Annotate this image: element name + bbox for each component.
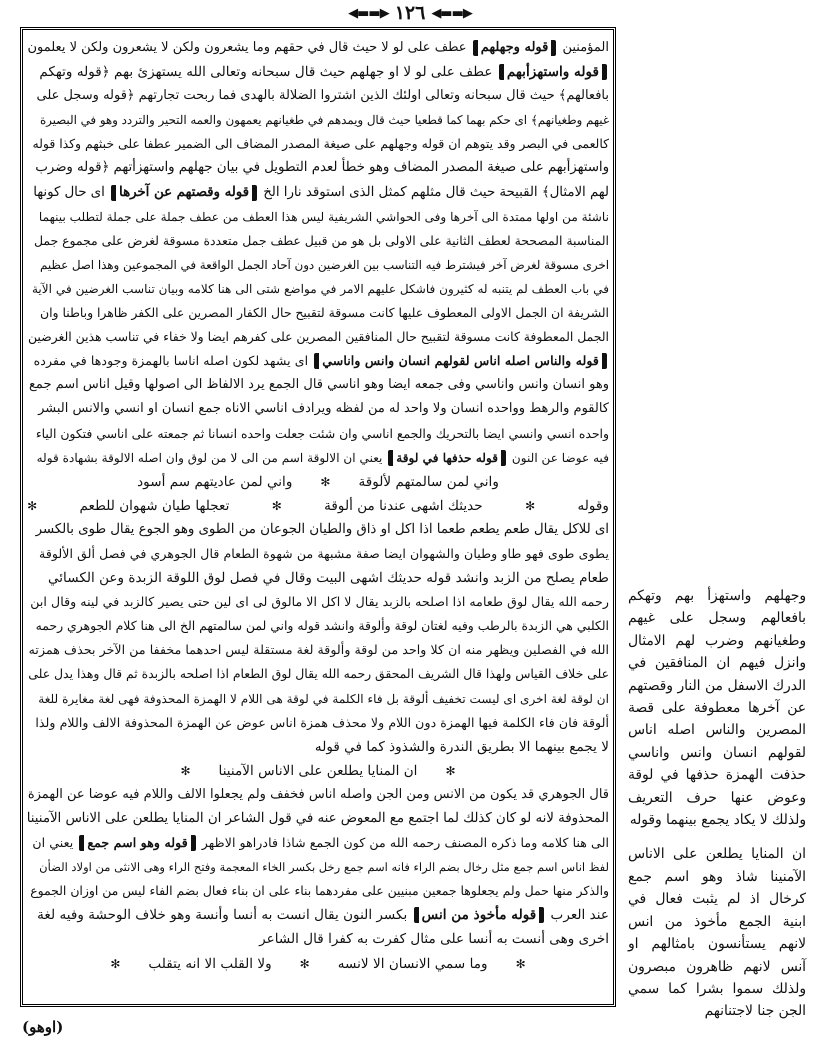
text-line: فيه عوضا عن النون قوله حذفها في لوقة يعني ان الالوقة اسم من الى لا من لوق وان اصله الالوقة بشهادة قوله (36, 450, 609, 465)
header-ornament-left: ◀▬▬▶ (348, 5, 389, 21)
verse-separator-icon: ✻ (110, 956, 121, 971)
verse-separator-icon: ✻ (27, 498, 38, 513)
verse-2-right: حديثك اشهى عندنا من ألوقة (324, 497, 483, 514)
lemma-marker: قوله وقصتهم عن آخرها (111, 185, 257, 201)
text-line: اخرى مسوقة لغرض آخر فيشترط فيه التناسب بين الغرضين دون آحاد الجمل الواقعة في المجموعين وهذا اصل عظيم (39, 257, 609, 272)
text-line: كالعمى في البصر وقد يتوهم ان قوله وجهلهم على صيغة المصدر المضاف الى الضمير عطفا على خبثهم وكذا قوله (32, 136, 609, 152)
text-line: قوله والناس اصله اناس لقولهم انسان وانس واناسي اى يشهد لكون اصله اناسا بالهمزة وجودها في مفرده (27, 349, 609, 373)
lemma-marker: قوله حذفها في لوقة (388, 450, 506, 466)
text-line: في باب العطف لم يتنبه له كثيرون فاشكل عليهم الامر في مواضع شتى الى هنا كلامه وبيان تناسب الغرضين في الآية (31, 281, 609, 296)
lemma-marker: قوله واستهزأبهم (499, 64, 607, 80)
main-text-body (27, 36, 609, 1000)
text-line: الشريفة ان الجمل الاولى المعطوف عليها كانت مسوقة لتقبيح حال الكفار المصرين على الكفر ظاهرا وباطنا وان (40, 305, 609, 321)
text-line: اى للاكل يقال طعم يطعم طعما اذا اكل او ذاق والطيان الجوعان من الطوى وهو الجوع يقال طوى بالكسر (35, 521, 609, 537)
verse-separator-icon: ✻ (299, 956, 310, 971)
text-line: المناسبة المصححة لعطف الثانية على الاولى بل هو من قبيل عطف جمل متعددة مسوقة لغرض على مجموع جمل (33, 232, 609, 248)
text-line: بافعالهم﴾ حيث قال سبحانه وتعالى اولئك الذين اشتروا الضلالة بالهدى فما ربحت تجارتهم ﴿قوله وسجل على (36, 88, 609, 104)
verse-4-left: ولا القلب الا انه يتقلب (148, 955, 272, 972)
text-line: ألوقة فان فاء الكلمة فيها الهمزة دون اللام ولا محذف همزة اناس عوض عن الهمزة المحذوفة الالف واللام ولذا (35, 714, 609, 730)
text-line: الله في الفصلين ويظهر منه ان كلا واحد من لوقة وألوقة لغة مستقلة ليس احدهما مخففا من الآخر بحذف همزته (28, 642, 609, 658)
verse-2-prefix: وقوله (577, 497, 609, 514)
main-text-block-3 (27, 783, 609, 952)
main-text-frame (20, 27, 616, 1007)
margin-block-2: ان المنايا يطلعن على الاناس الآمنينا شاذ وهو اسم جمع كرخال اذ لم يثبت فعال في ابنية الجمع مأخوذ من انس لانهم يستأنسون بامثالهم او آنس لانهم ظاهرون مبصرون ولذلك سموا بشرا كما سمي الجن جنا لاجتنانهم (628, 846, 806, 1020)
lemma-marker: قوله وجهلهم (473, 40, 557, 56)
catchword: (اوهو) (22, 1018, 64, 1036)
text-line: اخرى وهى أنست به أنسا على مثال كفرت به كفرا قال الشاعر (259, 931, 609, 948)
verse-1 (27, 470, 609, 494)
text-line: على خلاف القياس ولهذا قال الشريف المحقق رحمه الله يقال لوق الطعام اذا اصلحه بالزبدة ثم قال وهذا يدل على (28, 666, 609, 682)
verse-separator-icon: ✻ (445, 763, 456, 778)
text-line: عند العرب قوله مأخوذ من انس بكسر النون يقال انست به أنسا وأنسة وهو خلاف الوحشة وفيه لغة (37, 907, 609, 924)
verse-1-right: واني لمن سالمتهم لألوقة (358, 473, 499, 490)
text-line: واستهزأبهم على صيغة المصدر المضاف وهو خطأ لعدم التطويل في بيان جهلهم واستهزأتهم ﴿قوله وضرب (35, 160, 609, 176)
text-line: يطوى طوى فهو طاو وطيان والشهوان ايضا صفة مشبهة من شهوة الطعام قال الجوهري في فصل ألق الألوقة (39, 545, 609, 561)
text-line: رحمه الله يقال لوق طعامه اذا اصلحه بالزبد يقال لا اكل الا مالوق لى اى لين حتى يصير كالزبد في لينه وقال ابن (30, 594, 609, 610)
text-line: طعام يصلح من الزبد وانشد قوله حديثك اشهى البيت وقال في فصل لوق اللوقة الزبدة وعن الكسائي (47, 570, 609, 587)
verse-4-right: وما سمي الانسان الا لانسه (337, 955, 488, 972)
text-line: واحده انسي وانسي ايضا بالتحريك والجمع اناسي وان شئت جعلت واحده انسانا ثم جمعته على اناسي فتكون الياء (35, 425, 609, 441)
verse-3 (27, 759, 609, 783)
text-line: ان لوقة لغة اخرى اى ليست تخفيف ألوقة بل فاء الكلمة في لوقة هى اللام لا الهمزة المحذوفة فهى لغة مغايرة للغة (38, 691, 609, 706)
text-line: كالقوم والرهط وواحده انسان ولا واحد له من لفظه ويرادف اناسي الاناه جمع انسان او انسي والانس البشر (38, 401, 609, 417)
text-line: المؤمنين قوله وجهلهم عطف على لو لا حيث قال في حقهم وما يشعرون ولكن لا يشعرون ولكن لا يعلمون (27, 40, 609, 55)
text-line: الجمل المعطوفة كانت مسوقة لتقبيح حال المنافقين المصرين على كفرهم ايضا ولا خفاء في تناسب هذين الغرضين (27, 329, 609, 345)
verse-separator-icon: ✻ (515, 956, 526, 971)
text-line: الكلبي هي الزبدة بالرطب وفيه لغتان لوقة وألوقة وانشد قوله واني لمن سالمتهم الخ الى هنا كلام الجوهري رحمه (35, 618, 609, 634)
main-text-block-1 (27, 36, 609, 470)
page-number: ١٢٦ (394, 2, 426, 24)
verse-separator-icon: ✻ (525, 498, 536, 513)
page-header (0, 2, 820, 24)
text-line: وهو انسان وانس واناسي وفى جمعه ايضا وهو اناسي قال الجمع يرد الالفاظ الى اصولها وقيل اناس اسم جمع (29, 377, 609, 393)
verse-2 (27, 494, 609, 518)
verse-separator-icon: ✻ (271, 498, 282, 513)
verse-1-left: واني لمن عاديتهم سم أسود (137, 473, 293, 490)
text-line: قوله واستهزأبهم عطف على لو لا او جهلهم حيث قال سبحانه وتعالى الله يستهزئ بهم ﴿قوله وتهكم (27, 60, 609, 84)
verse-4 (27, 952, 609, 976)
text-line: لهم الامثال﴾ القبيحة حيث قال مثلهم كمثل الذى استوقد نارا الخ قوله وقصتهم عن آخرها اى حال كونها (33, 184, 609, 200)
text-line: المحذوفة لانه لو كان كذلك لما اجتمع مع المعوض عنه في قول الشاعر ان المنايا يطلعن على الاناس الآمنينا (27, 811, 609, 826)
text-line: الى هنا كلامه وما ذكره المصنف رحمه الله من كون الجمع شاذا فادراهو الاظهر قوله وهو اسم جمع يعني ان (32, 835, 609, 851)
margin-block-1: وجهلهم واستهزأ بهم وتهكم بافعالهم وسجل على غيهم وطغيانهم وضرب لهم الامثال وانزل فيهم ان المنافقين في الدرك الاسفل من النار وقصتهم عن آخرها معطوفة على قصة المصرين والناس اصله اناس لقولهم انسان وانس واناسي حذفت الهمزة حذفها في لوقة وعوض عنها حرف التعريف ولذلك لا يكاد يجمع بينهما وقوله (628, 588, 806, 829)
text-line: لفظ اناس اسم جمع مثل رخال بضم الراء فانه اسم جمع رخل بكسر الخاء المعجمة وفتح الراء وهى الانثى من اولاد الضأن (39, 860, 609, 875)
text-line: ناشئة من اولها ممتدة الى آخرها وفى الحواشي الشريفية ليس هذا العطف من عطف جملة على جملة لتطلب بينهما (38, 209, 609, 224)
verse-separator-icon: ✻ (320, 474, 331, 489)
text-line: والذكر منها حمل ولم يجعلوها جمعين مبنيين على مفردهما بناء على ان بناء فعال بضم الفاء ليس من اوزان الجموع (30, 883, 609, 899)
main-text-block-2 (27, 518, 609, 759)
lemma-marker: قوله والناس اصله اناس لقولهم انسان وانس واناسي (314, 353, 607, 369)
verse-separator-icon: ✻ (180, 763, 191, 778)
text-line: لا يجمع بينهما الا بطريق الندرة والشذوذ كما في قوله (314, 738, 609, 755)
lemma-marker: قوله مأخوذ من انس (414, 907, 545, 923)
lemma-marker: قوله وهو اسم جمع (79, 835, 195, 851)
margin-commentary (628, 585, 806, 1023)
text-line: غيهم وطغيانهم﴾ اى حكم بهما كما قطعيا حيث قال ويمدهم في طغيانهم يعمهون والعمه التحير والتردد وهو في البصيرة (39, 113, 609, 128)
header-ornament-right: ◀▬▬▶ (431, 5, 472, 21)
verse-2-left: تعجلها طيان شهوان للطعم (79, 497, 230, 514)
text-line: قال الجوهري قد يكون من الانس ومن الجن واصله اناس فخفف ولم يجعلوا الالف واللام فيه عوضا عن الهمزة (27, 786, 609, 802)
verse-3-text: ان المنايا يطلعن على الاناس الآمنينا (218, 762, 418, 779)
